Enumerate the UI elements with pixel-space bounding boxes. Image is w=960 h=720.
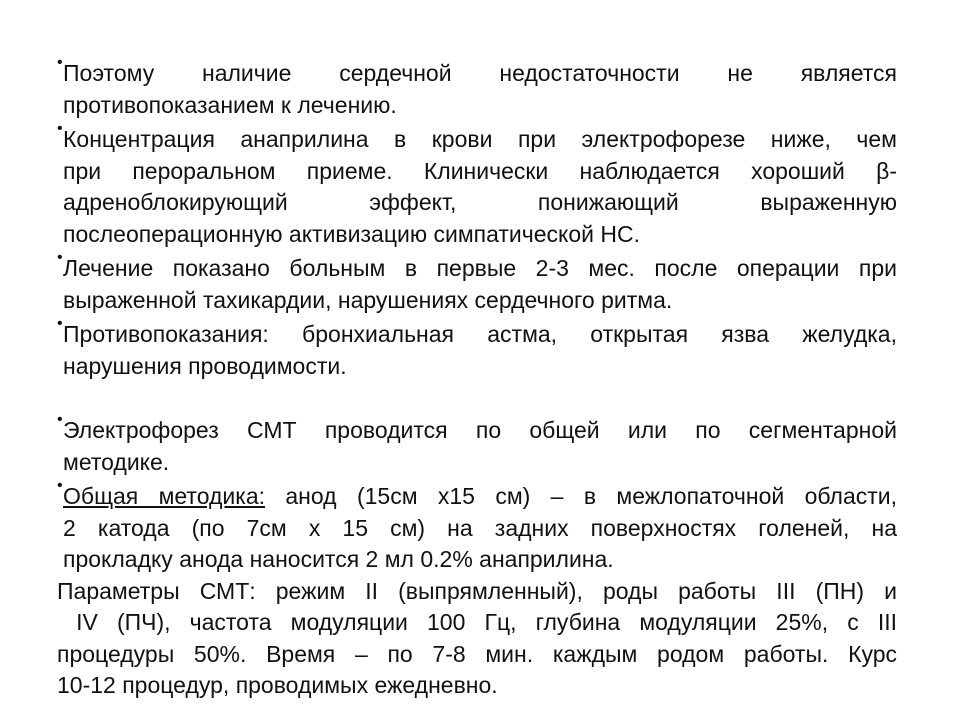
paragraph-general-method xyxy=(57,477,898,576)
text-line: Электрофорез СМТ проводится по общей или по сегментарной xyxy=(63,417,897,443)
text-line: адреноблокирующий эффект, понижающий выраженную xyxy=(63,189,897,215)
paragraph-contraindications xyxy=(57,315,897,382)
paragraph-concentration xyxy=(57,120,897,250)
text-line: при пероральном приеме. Клинически наблюдается хороший β- xyxy=(63,157,897,184)
text-line: Параметры СМТ: режим II (выпрямленный), роды работы III (ПН) и xyxy=(57,577,897,604)
text-line: выраженной тахикардии, нарушениях сердечного ритма. xyxy=(63,286,673,313)
bullet-icon: • xyxy=(57,411,63,428)
paragraph-smt-parameters xyxy=(57,576,897,702)
text-line: послеоперационную активизацию симпатической НС. xyxy=(63,220,641,247)
text-line: Противопоказания: бронхиальная астма, открытая язва желудка, xyxy=(63,321,897,347)
text-line: Поэтому наличие сердечной недостаточности не является xyxy=(63,60,897,86)
text-line: прокладку анода наносится 2 мл 0.2% анаприлина. xyxy=(63,546,614,572)
bullet-icon: • xyxy=(57,249,63,266)
bullet-icon: • xyxy=(57,120,63,137)
text-line: 2 катода (по 7см х 15 см) на задних поверхностях голеней, на xyxy=(63,514,897,541)
text-line: методике. xyxy=(63,448,170,475)
bullet-icon: • xyxy=(57,315,63,332)
bullet-icon: • xyxy=(57,54,63,71)
slide-body xyxy=(57,54,898,702)
general-method-text: анод (15см х15 см) – в межлопаточной области, xyxy=(265,483,898,509)
text-line: 10-12 процедур, проводимых ежедневно. xyxy=(57,672,498,698)
text-line: IV (ПЧ), частота модуляции 100 Гц, глубина модуляции 25%, с III xyxy=(57,609,897,635)
text-line: Концентрация анаприлина в крови при электрофорезе ниже, чем xyxy=(63,126,897,152)
bullet-icon: • xyxy=(57,477,63,494)
general-method-label: Общая методика: xyxy=(63,483,266,509)
paragraph-smt-method xyxy=(57,411,897,478)
paragraph-heart-failure xyxy=(57,54,897,121)
text-line: Лечение показано больным в первые 2-3 мес. после операции при xyxy=(63,255,897,281)
text-line: нарушения проводимости. xyxy=(63,352,347,379)
paragraph-indications xyxy=(57,249,897,316)
text-line xyxy=(63,481,897,513)
text-line: процедуры 50%. Время – по 7-8 мин. каждым родом работы. Курс xyxy=(57,640,897,667)
text-line: противопоказанием к лечению. xyxy=(63,91,397,118)
